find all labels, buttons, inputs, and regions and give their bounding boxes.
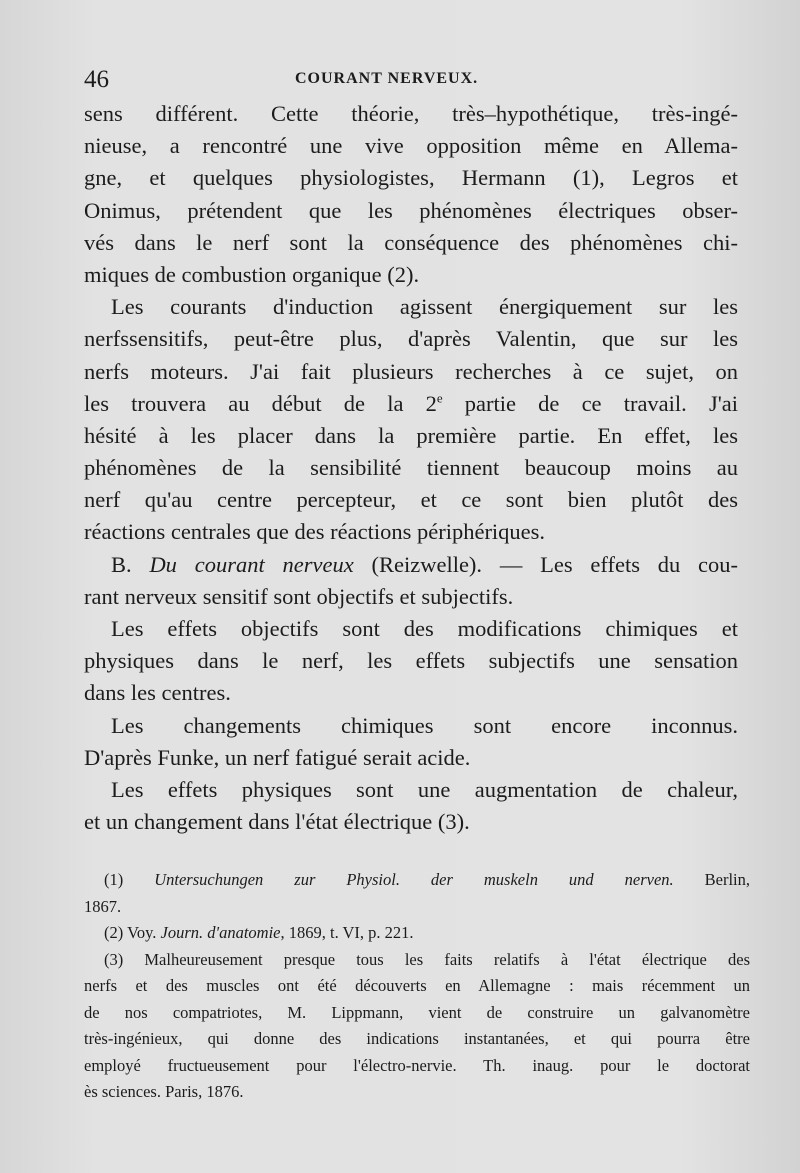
page-number: 46 [84,66,109,93]
footnotes [84,867,750,1106]
section-b-line [84,549,738,581]
section-label: B. [111,551,132,577]
footnote-title: Untersuchungen zur Physiol. der muskeln und nerven. [154,870,674,889]
text-line: sens différent. Cette théorie, très–hypothétique, très-ingé- [84,101,738,126]
text-line: Les courants d'induction agissent énergiquement sur les [111,294,738,320]
text-line: et un changement dans l'état électrique (3). [84,809,470,835]
text-line: Les changements chimiques sont encore inconnus. [111,712,738,738]
line-end: partie de ce travail. J'ai [442,390,738,416]
superscript: e [436,390,443,406]
footnote-place: Berlin, [673,870,751,889]
main-text [84,98,738,838]
running-title: COURANT NERVEUX. [295,70,479,87]
text-line: rant nerveux sensitif sont objectifs et subjectifs. [84,583,514,609]
text-line: Les effets objectifs sont des modifications chimiques et [111,616,738,641]
text-line: réactions centrales que des réactions périphériques. [84,519,546,545]
text-line: dans les centres. [84,680,231,706]
text-line: Onimus, prétendent que les phénomènes électriques obser- [84,197,738,223]
footnote-2 [84,920,750,947]
footnote-ref: , 1869, t. VI, p. 221. [280,923,414,942]
page-header [84,64,734,100]
line-end: (Reizwelle). — Les effets du cou- [353,551,739,577]
footnote-3-line: de nos compatriotes, M. Lippmann, vient de construire un galvanomètre [84,1002,750,1022]
text-line: hésité à les placer dans la première partie. En effet, les [84,422,738,448]
text-line-with-superscript [84,388,738,420]
text-line: nerfs moteurs. J'ai fait plusieurs recherches à ce sujet, on [84,358,738,384]
text-line: Les effets physiques sont une augmentation de chaleur, [111,776,738,802]
footnote-prefix: (2) Voy. [104,923,161,942]
text-line: vés dans le nerf sont la conséquence des phénomènes chi- [84,229,738,255]
text-line: physiques dans le nerf, les effets subjectifs une sensation [84,648,738,674]
text-line: D'après Funke, un nerf fatigué serait acide. [84,744,471,770]
section-title: Du courant nerveux [149,551,354,577]
footnote-3-line: nerfs et des muscles ont été découverts en Allemagne : mais récemment un [84,976,750,995]
text-line: nerfssensitifs, peut-être plus, d'après Valentin, que sur les [84,326,738,352]
text-line: phénomènes de la sensibilité tiennent beaucoup moins au [84,455,738,481]
text-line: nieuse, a rencontré une vive opposition même en Allema- [84,133,738,159]
footnote-1 [84,867,750,894]
footnote-journal: Journ. d'anatomie [160,923,281,942]
text-line: miques de combustion organique (2). [84,261,420,287]
text-line: gne, et quelques physiologistes, Hermann (1), Legros et [84,165,738,191]
text-line: nerf qu'au centre percepteur, et ce sont bien plutôt des [84,487,738,513]
footnote-3-line: employé fructueusement pour l'électro-nervie. Th. inaug. pour le doctorat [84,1055,750,1075]
footnote-1-year: 1867. [84,896,122,916]
line-start: les trouvera au début de la 2 [84,390,437,416]
footnote-3-line: (3) Malheureusement presque tous les faits relatifs à l'état électrique des [104,949,750,969]
footnote-number: (1) [104,870,124,889]
footnote-3-line: ès sciences. Paris, 1876. [84,1082,244,1101]
footnote-3-line: très-ingénieux, qui donne des indications instantanées, et qui pourra être [84,1029,750,1048]
